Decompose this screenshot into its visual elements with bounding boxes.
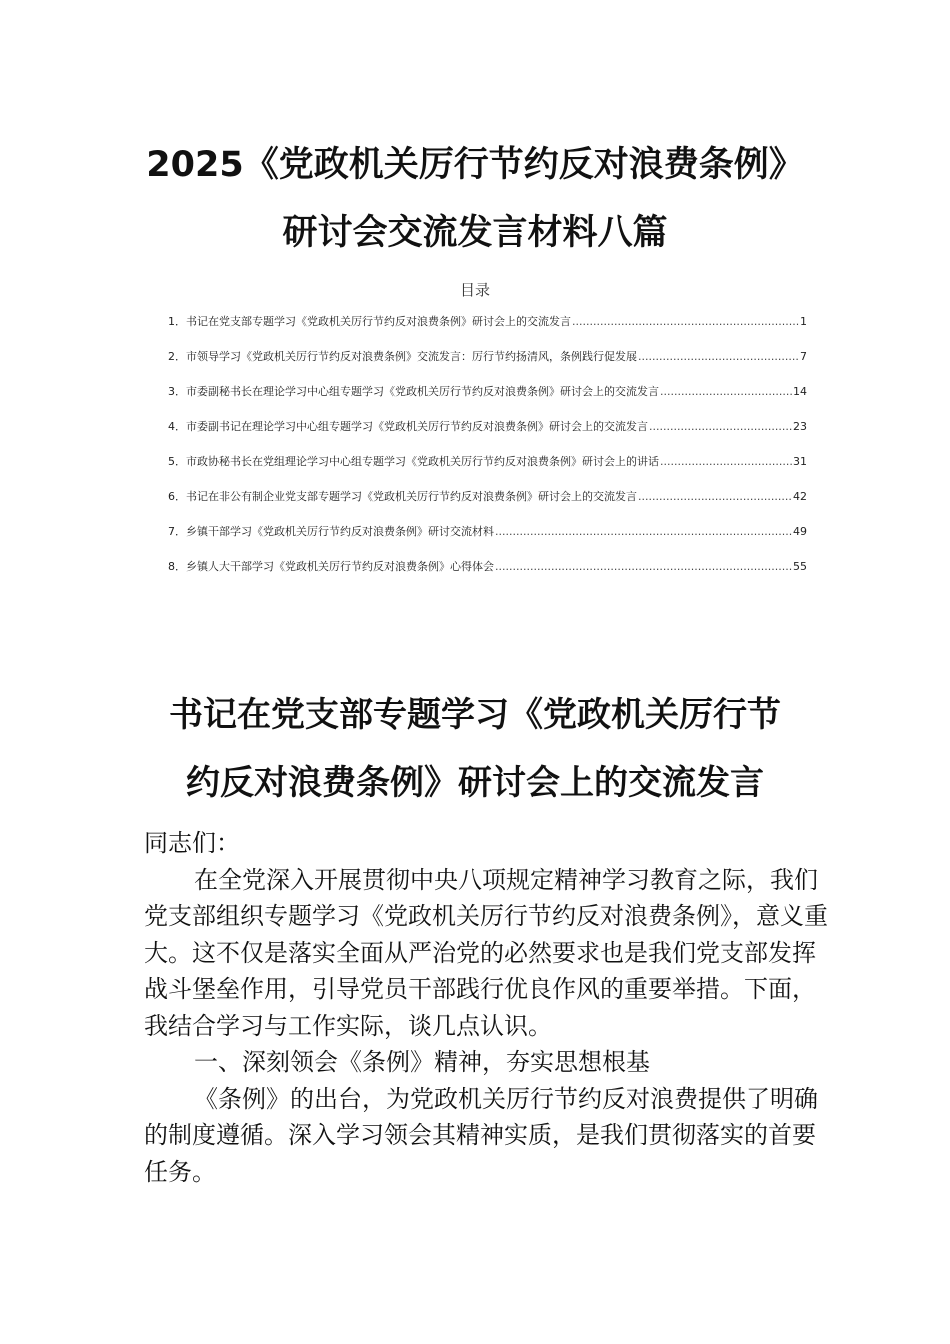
salutation: 同志们： (144, 829, 240, 857)
toc-item-page: 49 (793, 525, 807, 538)
toc-item-text: 4．市委副书记在理论学习中心组专题学习《党政机关厉行节约反对浪费条例》研讨会上的交流发言 (168, 420, 648, 433)
toc-item-page: 42 (793, 490, 807, 503)
toc-leader-dots (649, 420, 792, 433)
toc-leader-dots (495, 525, 792, 538)
document-title-line1: 2025《党政机关厉行节约反对浪费条例》 (146, 145, 804, 185)
toc-item-page: 55 (793, 560, 807, 573)
toc-heading: 目录 (459, 281, 490, 299)
toc-item[interactable] (168, 313, 807, 348)
table-of-contents (168, 313, 807, 593)
toc-item-text: 3．市委副秘书长在理论学习中心组专题学习《党政机关厉行节约反对浪费条例》研讨会上的交流发言 (168, 385, 659, 398)
section-title-line1: 书记在党支部专题学习《党政机关厉行节 (169, 695, 781, 736)
toc-item[interactable] (168, 383, 807, 418)
toc-leader-dots (660, 455, 792, 468)
toc-leader-dots (572, 315, 799, 328)
toc-item-page: 7 (800, 350, 807, 363)
toc-item-text: 5．市政协秘书长在党组理论学习中心组专题学习《党政机关厉行节约反对浪费条例》研讨会上的讲话 (168, 455, 659, 468)
toc-item-text: 7．乡镇干部学习《党政机关厉行节约反对浪费条例》研讨交流材料 (168, 525, 494, 538)
toc-item[interactable] (168, 348, 807, 383)
toc-leader-dots (638, 490, 792, 503)
subheading: 一、深刻领会《条例》精神，夯实思想根基 (194, 1048, 650, 1076)
toc-item-page: 31 (793, 455, 807, 468)
toc-item[interactable] (168, 418, 807, 453)
toc-item-page: 23 (793, 420, 807, 433)
toc-item-page: 14 (793, 385, 807, 398)
paragraph: 《条例》的出台，为党政机关厉行节约反对浪费提供了明确的制度遵循。深入学习领会其精神实质，是我们贯彻落实的首要任务。 (144, 1084, 818, 1186)
toc-item-page: 1 (800, 315, 807, 328)
paragraph: 在全党深入开展贯彻中央八项规定精神学习教育之际，我们党支部组织专题学习《党政机关厉行节约反对浪费条例》，意义重大。这不仅是落实全面从严治党的必然要求也是我们党支部发挥战斗堡垒作用，引导党员干部践行优良作风的重要举措。下面，我结合学习与工作实际，谈几点认识。 (144, 865, 828, 1040)
toc-leader-dots (638, 350, 799, 363)
toc-item-text: 1．书记在党支部专题学习《党政机关厉行节约反对浪费条例》研讨会上的交流发言 (168, 315, 571, 328)
toc-item[interactable] (168, 523, 807, 558)
toc-item-text: 8．乡镇人大干部学习《党政机关厉行节约反对浪费条例》心得体会 (168, 560, 494, 573)
section-body (144, 825, 834, 1190)
toc-item[interactable] (168, 488, 807, 523)
toc-item[interactable] (168, 558, 807, 593)
toc-item[interactable] (168, 453, 807, 488)
toc-item-text: 2．市领导学习《党政机关厉行节约反对浪费条例》交流发言：厉行节约扬清风，条例践行促发展 (168, 350, 637, 363)
toc-leader-dots (660, 385, 792, 398)
toc-item-text: 6．书记在非公有制企业党支部专题学习《党政机关厉行节约反对浪费条例》研讨会上的交流发言 (168, 490, 637, 503)
section-title-line2: 约反对浪费条例》研讨会上的交流发言 (186, 763, 764, 804)
toc-leader-dots (495, 560, 792, 573)
document-title-line2: 研讨会交流发言材料八篇 (282, 213, 668, 253)
